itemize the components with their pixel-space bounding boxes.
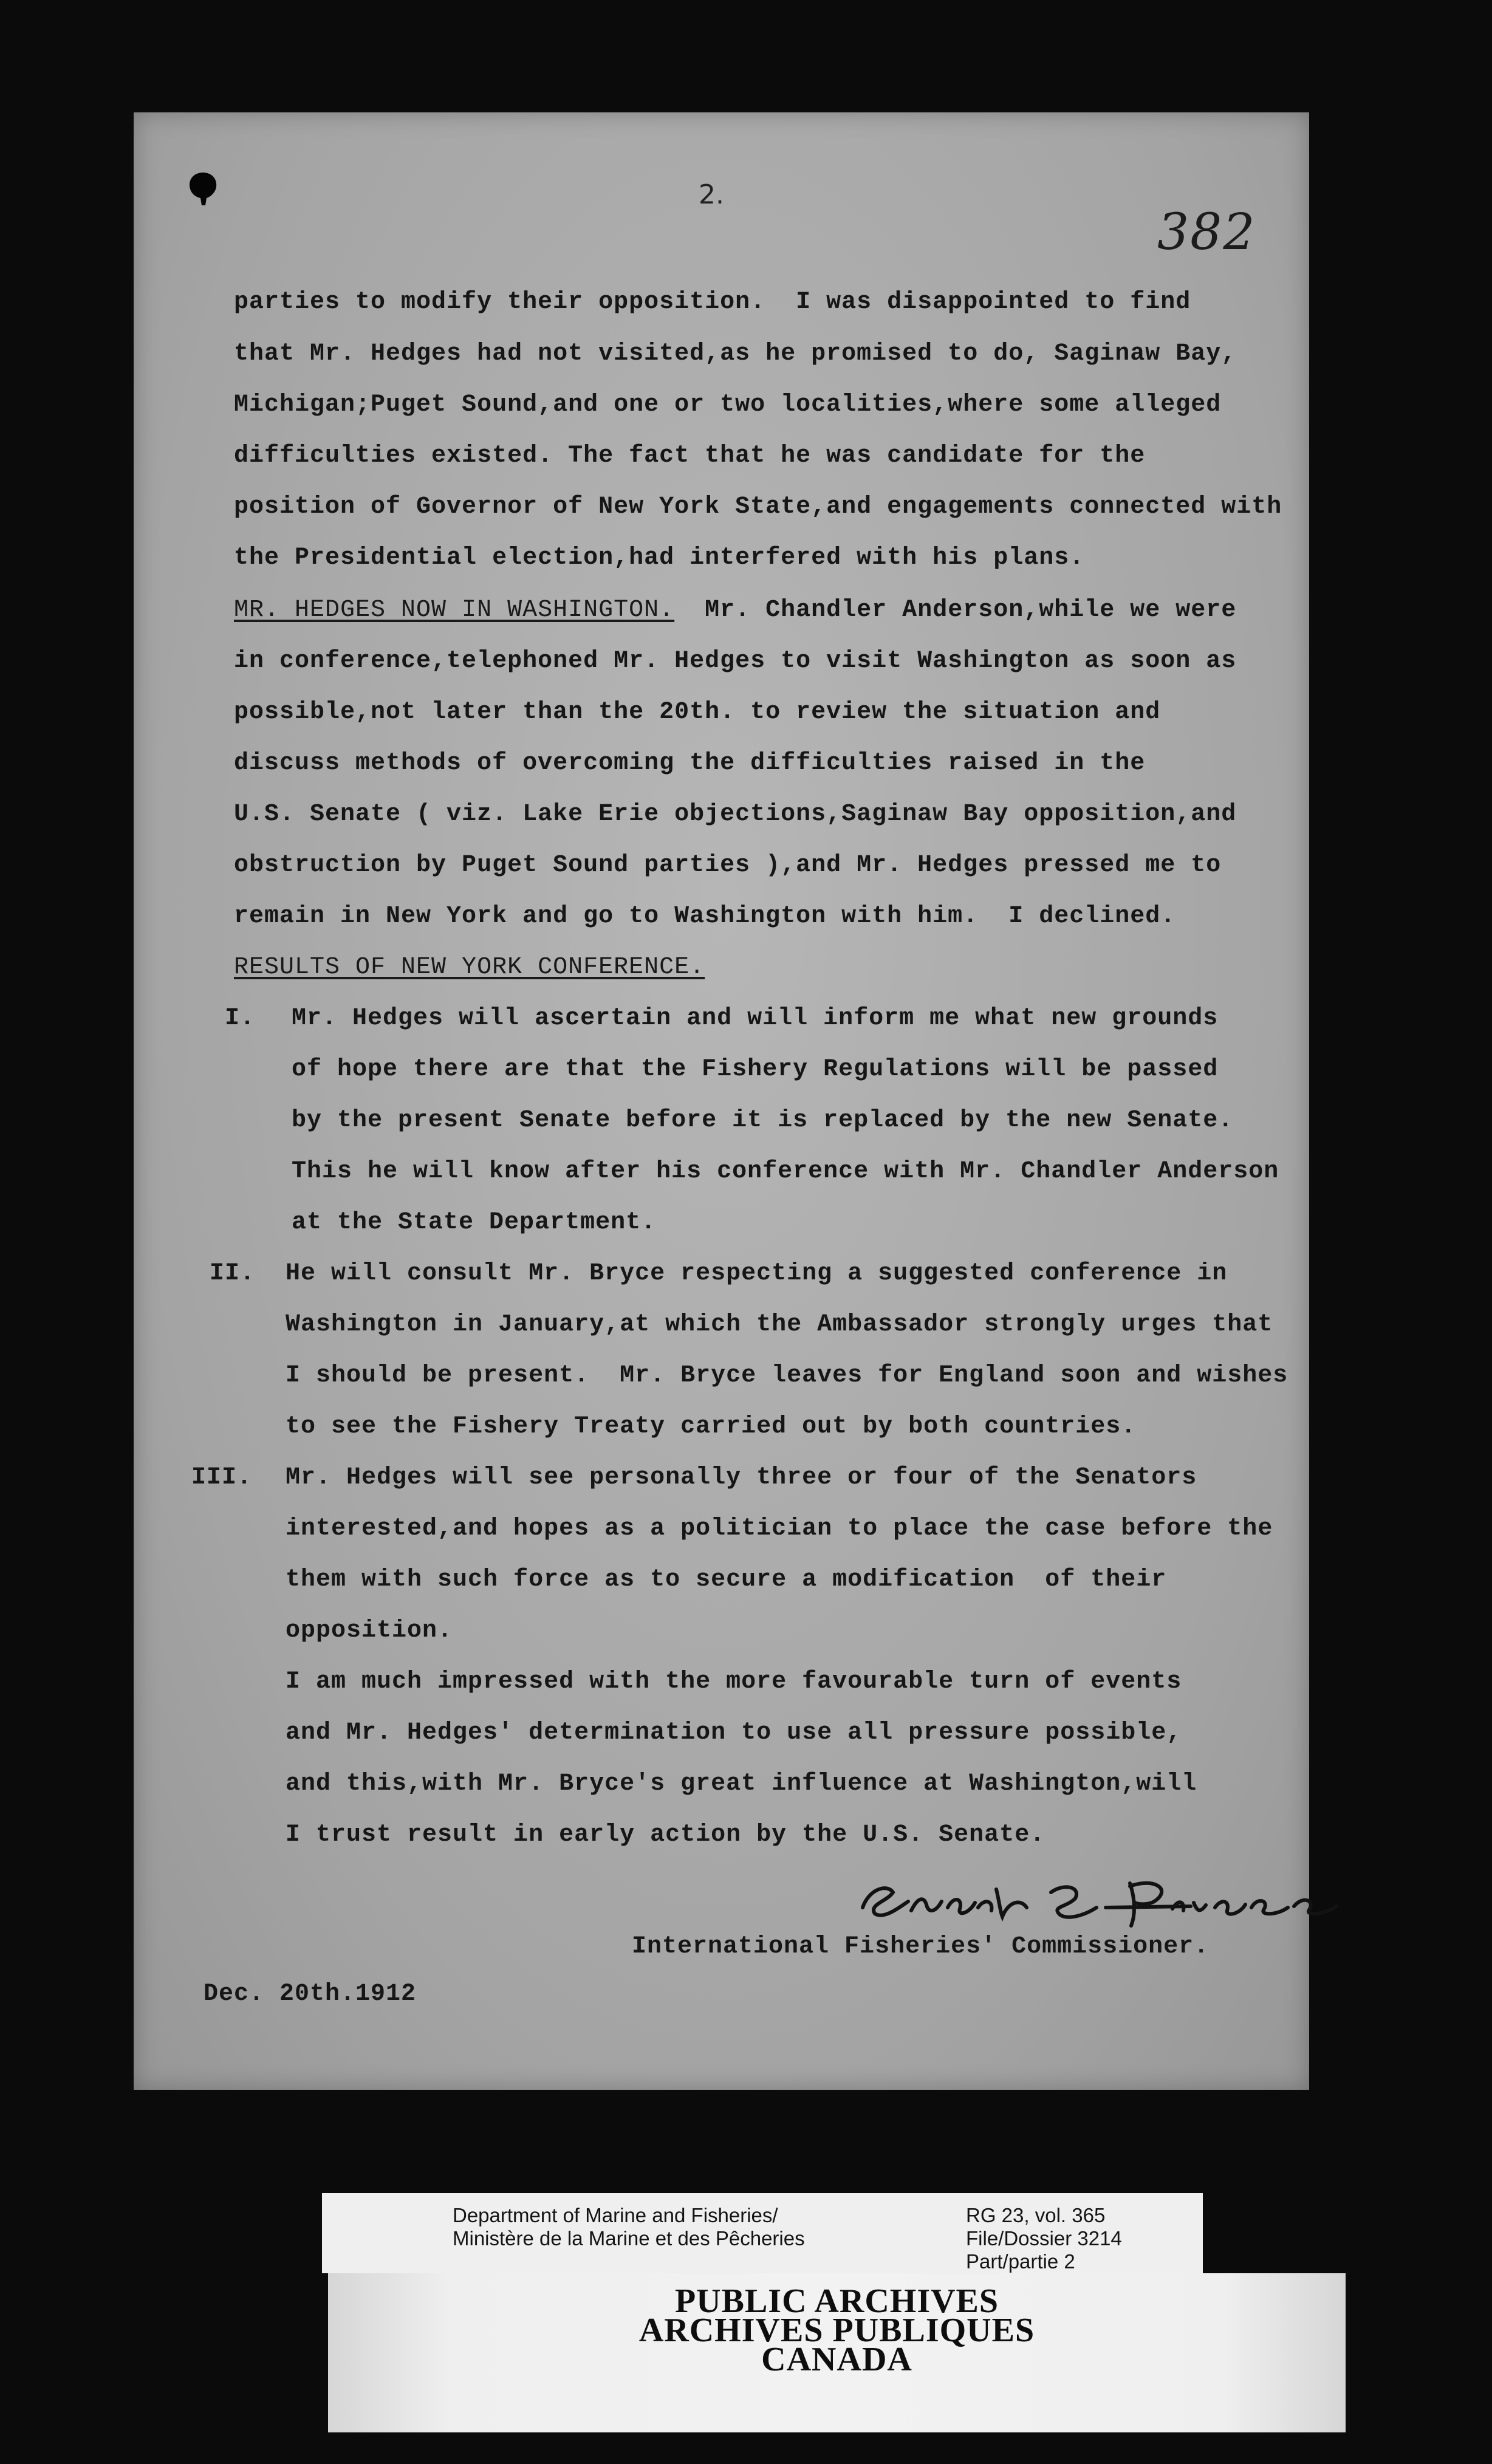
archives-line-country: CANADA [761,2341,912,2378]
item-line: of hope there are that the Fishery Regulations will be passed [292,1056,1219,1083]
item-line: interested,and hopes as a politician to place the case before the [286,1515,1273,1542]
document-page [134,112,1309,2090]
item-numeral: I. [225,1005,256,1032]
heading-washington: MR. HEDGES NOW IN WASHINGTON. [234,597,675,624]
item-numeral: II. [210,1260,256,1287]
part-number: Part/partie 2 [966,2250,1075,2273]
item-line: Mr. Hedges will see personally three or four of the Senators [286,1464,1197,1491]
public-archives-stamp [328,2273,1346,2432]
body-line: U.S. Senate ( viz. Lake Erie objections,Saginaw Bay opposition,and [234,801,1237,828]
signature-title: International Fisheries' Commissioner. [632,1933,1210,1960]
body-line: discuss methods of overcoming the difficulties raised in the [234,750,1146,777]
item-line: at the State Department. [292,1209,657,1236]
page-number: 2. [699,179,724,210]
body-line: obstruction by Puget Sound parties ),and Mr. Hedges pressed me to [234,852,1222,879]
closing-line: and Mr. Hedges' determination to use all pressure possible, [286,1719,1182,1747]
item-line: This he will know after his conference with Mr. Chandler Anderson [292,1158,1279,1185]
heading-continuation: Mr. Chandler Anderson,while we were [674,597,1237,624]
item-line: He will consult Mr. Bryce respecting a suggested conference in [286,1260,1228,1287]
item-line: to see the Fishery Treaty carried out by both countries. [286,1413,1137,1440]
section-heading-line [234,598,1236,623]
body-line: the Presidential election,had interfered with his plans. [234,544,1085,572]
item-line: them with such force as to secure a modification of their [286,1566,1167,1593]
folio-number: 382 [1157,204,1256,261]
body-line: position of Governor of New York State,and engagements connected with [234,493,1282,521]
body-line: remain in New York and go to Washington with him. I declined. [234,903,1176,930]
handwritten-signature [850,1865,1361,1932]
archive-reference-label [322,2193,1203,2273]
body-line: in conference,telephoned Mr. Hedges to visit Washington as soon as [234,648,1237,675]
body-line: difficulties existed. The fact that he was candidate for the [234,442,1146,470]
department-en: Department of Marine and Fisheries/ [453,2204,778,2226]
body-line: that Mr. Hedges had not visited,as he promised to do, Saginaw Bay, [234,340,1237,368]
closing-line: and this,with Mr. Bryce's great influence at Washington,will [286,1770,1197,1798]
item-line: by the present Senate before it is replaced by the new Senate. [292,1107,1234,1134]
item-line: Washington in January,at which the Ambassador strongly urges that [286,1311,1273,1338]
archives-line-fr: ARCHIVES PUBLIQUES [638,2312,1035,2349]
item-numeral: III. [191,1464,253,1491]
department-fr: Ministère de la Marine et des Pêcheries [453,2227,805,2250]
document-date: Dec. 20th.1912 [204,1980,417,2008]
body-line: possible,not later than the 20th. to review the situation and [234,699,1161,726]
item-line: I should be present. Mr. Bryce leaves for England soon and wishes [286,1362,1288,1389]
archives-line-en: PUBLIC ARCHIVES [674,2282,999,2320]
heading-results: RESULTS OF NEW YORK CONFERENCE. [234,954,705,981]
item-line: opposition. [286,1617,453,1644]
body-line: parties to modify their opposition. I was disappointed to find [234,289,1191,316]
item-line: Mr. Hedges will ascertain and will inform me what new grounds [292,1005,1219,1032]
closing-line: I trust result in early action by the U.S. Senate. [286,1821,1045,1849]
body-line: Michigan;Puget Sound,and one or two localities,where some alleged [234,391,1222,419]
punch-hole-icon [187,170,219,207]
closing-line: I am much impressed with the more favourable turn of events [286,1668,1182,1696]
record-group: RG 23, vol. 365 [966,2204,1106,2226]
file-number: File/Dossier 3214 [966,2227,1122,2250]
